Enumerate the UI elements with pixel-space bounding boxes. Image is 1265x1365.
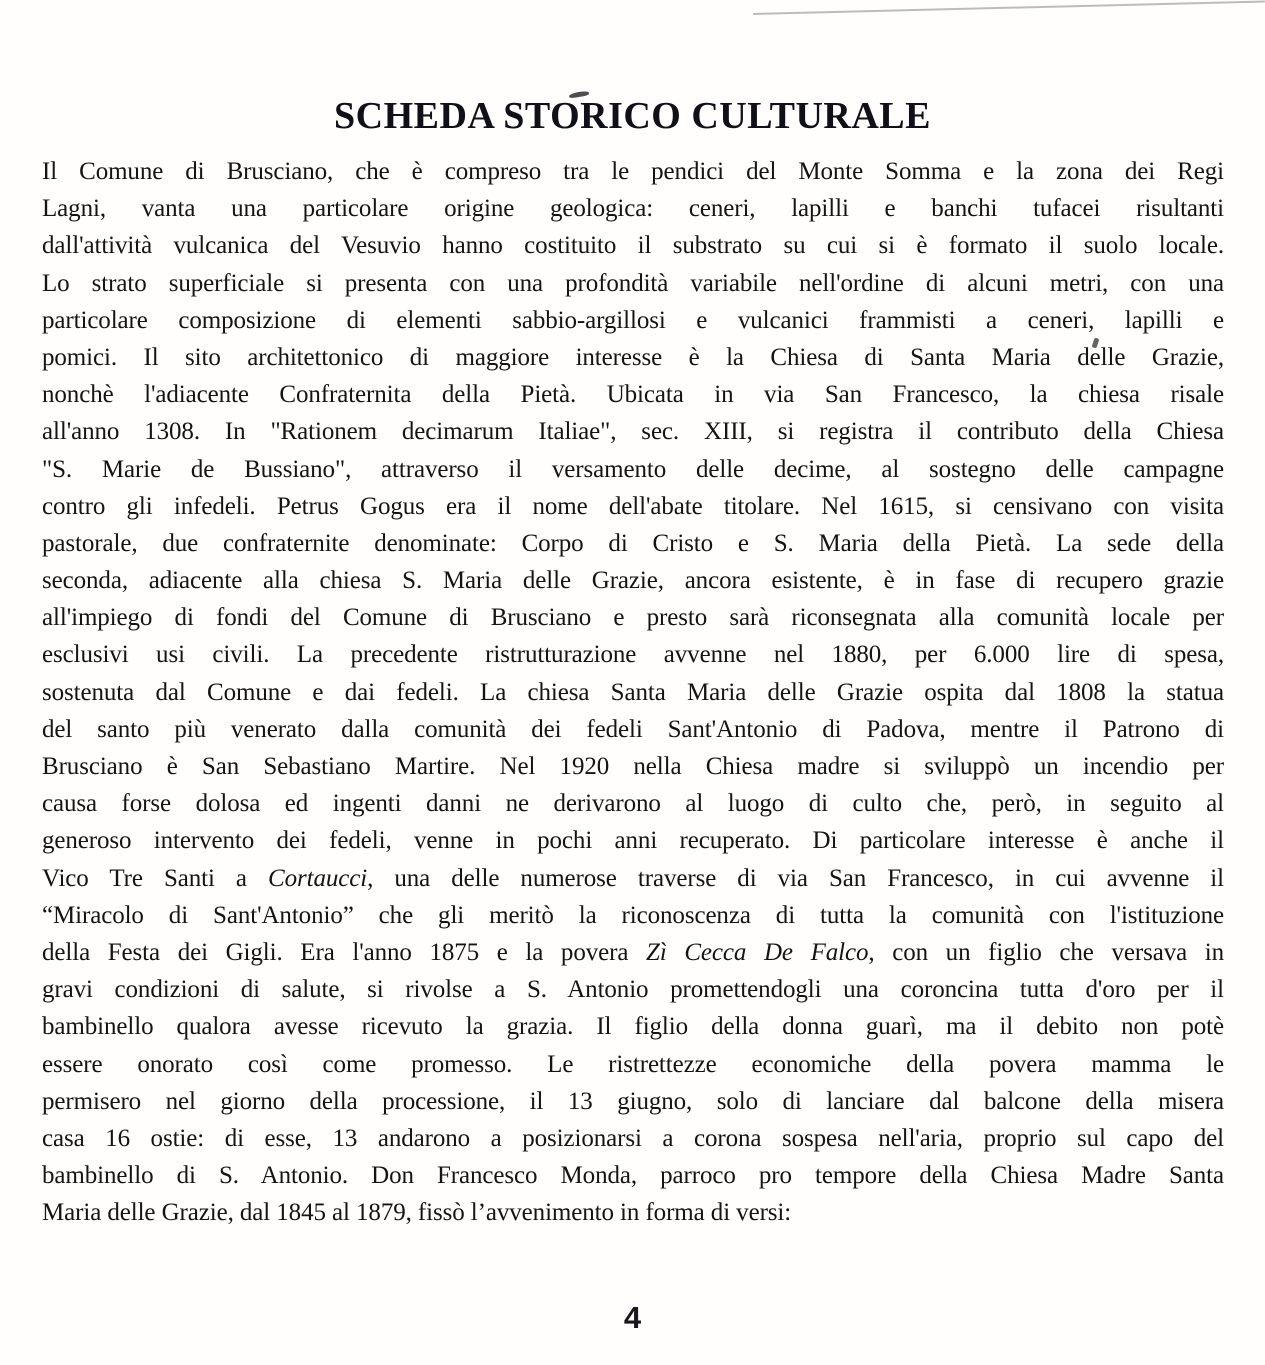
text-segment: bambinello di S. Antonio. Don Francesco Monda, parroco pro tempore della Chiesa Madre Santa <box>42 1162 1224 1190</box>
scan-artifact-diagonal-line <box>753 0 1265 15</box>
text-line <box>42 227 1224 264</box>
text-segment: Lo strato superficiale si presenta con una profondità variabile nell'ordine di alcuni metri, con una <box>42 269 1224 297</box>
text-line <box>42 674 1224 711</box>
text-segment: pastorale, due confraternite denominate: Corpo di Cristo e S. Maria della Pietà. La sede della <box>42 529 1224 557</box>
text-line <box>42 265 1224 302</box>
text-line <box>42 636 1224 673</box>
text-segment: pomici. Il sito architettonico di maggiore interesse è la Chiesa di Santa Maria delle Grazie, <box>42 343 1224 371</box>
text-segment: causa forse dolosa ed ingenti danni ne derivarono al luogo di culto che, però, in seguito al <box>42 790 1224 818</box>
text-line <box>42 153 1224 190</box>
text-segment: casa 16 ostie: di esse, 13 andarono a posizionarsi a corona sospesa nell'aria, proprio sul capo del <box>42 1124 1224 1152</box>
text-segment: permisero nel giorno della processione, il 13 giugno, solo di lanciare dal balcone della misera <box>42 1087 1224 1115</box>
text-line <box>42 785 1224 822</box>
text-segment: della Festa dei Gigli. Era l'anno 1875 e la povera <box>42 938 647 966</box>
text-line <box>42 711 1224 748</box>
text-line <box>42 302 1224 339</box>
text-line <box>42 1194 1224 1231</box>
text-segment: dall'attività vulcanica del Vesuvio hanno costituito il substrato su cui si è formato il suolo locale. <box>42 232 1224 260</box>
text-segment: all'impiego di fondi del Comune di Brusciano e presto sarà riconsegnata alla comunità locale per <box>42 604 1224 632</box>
text-segment: , con un figlio che versava in <box>868 938 1224 966</box>
italic-text-segment: Zì Cecca De Falco <box>646 938 869 966</box>
text-segment: particolare composizione di elementi sabbio-argillosi e vulcanici frammisti a ceneri, lapilli e <box>42 306 1224 334</box>
text-line <box>42 413 1224 450</box>
text-segment: Maria delle Grazie, dal 1845 al 1879, fissò l’avvenimento in forma di versi: <box>42 1199 792 1227</box>
text-line <box>42 451 1224 488</box>
text-line <box>42 934 1224 971</box>
page-title: SCHEDA STORICO CULTURALE <box>334 95 931 137</box>
text-line <box>42 1157 1224 1194</box>
text-segment: generoso intervento dei fedeli, venne in pochi anni recuperato. Di particolare interesse è anche il <box>42 827 1224 855</box>
text-line <box>42 822 1224 859</box>
page-number: 4 <box>623 1300 642 1335</box>
body-text <box>42 153 1224 1231</box>
text-line <box>42 860 1224 897</box>
text-line <box>42 190 1224 227</box>
italic-text-segment: Cortaucci <box>268 864 368 892</box>
text-line <box>42 376 1224 413</box>
text-segment: bambinello qualora avesse ricevuto la grazia. Il figlio della donna guarì, ma il debito non potè <box>42 1013 1224 1041</box>
text-line <box>42 1008 1224 1045</box>
text-line <box>42 1046 1224 1083</box>
text-line <box>42 562 1224 599</box>
text-segment: , una delle numerose traverse di via San Francesco, in cui avvenne il <box>367 864 1224 892</box>
text-segment: contro gli infedeli. Petrus Gogus era il nome dell'abate titolare. Nel 1615, si censivano con visita <box>42 492 1224 520</box>
text-segment: essere onorato così come promesso. Le ristrettezze economiche della povera mamma le <box>42 1050 1224 1078</box>
text-line <box>42 748 1224 785</box>
text-segment: seconda, adiacente alla chiesa S. Maria delle Grazie, ancora esistente, è in fase di recupero grazie <box>42 567 1224 595</box>
text-segment: del santo più venerato dalla comunità dei fedeli Sant'Antonio di Padova, mentre il Patrono di <box>42 715 1224 743</box>
text-line <box>42 488 1224 525</box>
text-line <box>42 599 1224 636</box>
text-line <box>42 525 1224 562</box>
text-line <box>42 971 1224 1008</box>
text-line <box>42 1120 1224 1157</box>
text-segment: gravi condizioni di salute, si rivolse a S. Antonio promettendogli una coroncina tutta d'oro per il <box>42 976 1224 1004</box>
text-segment: Brusciano è San Sebastiano Martire. Nel 1920 nella Chiesa madre si sviluppò un incendio per <box>42 753 1224 780</box>
text-line <box>42 339 1224 376</box>
text-segment: nonchè l'adiacente Confraternita della Pietà. Ubicata in via San Francesco, la chiesa risale <box>42 381 1224 409</box>
text-segment: “Miracolo di Sant'Antonio” che gli meritò la riconoscenza di tutta la comunità con l'istituzione <box>42 901 1224 929</box>
text-segment: sostenuta dal Comune e dai fedeli. La chiesa Santa Maria delle Grazie ospita dal 1808 la statua <box>42 678 1224 706</box>
text-segment: Lagni, vanta una particolare origine geologica: ceneri, lapilli e banchi tufacei risultanti <box>42 195 1224 223</box>
text-segment: all'anno 1308. In "Rationem decimarum Italiae", sec. XIII, si registra il contributo della Chiesa <box>42 418 1224 446</box>
text-segment: Il Comune di Brusciano, che è compreso tra le pendici del Monte Somma e la zona dei Regi <box>42 158 1224 185</box>
text-segment: "S. Marie de Bussiano", attraverso il versamento delle decime, al sostegno delle campagne <box>42 455 1224 483</box>
text-line <box>42 1083 1224 1120</box>
text-segment: Vico Tre Santi a <box>42 864 269 892</box>
text-segment: esclusivi usi civili. La precedente ristrutturazione avvenne nel 1880, per 6.000 lire di spesa, <box>42 641 1224 669</box>
text-line <box>42 897 1224 934</box>
